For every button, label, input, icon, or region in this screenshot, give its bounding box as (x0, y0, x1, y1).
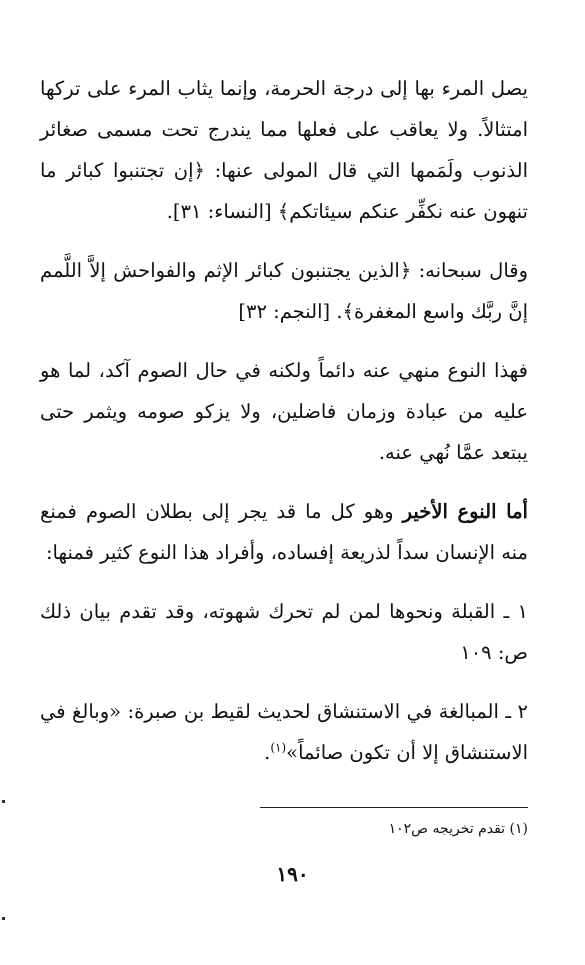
scan-speck (2, 917, 5, 920)
paragraph-1-text: يصل المرء بها إلى درجة الحرمة، وإنما يثاب المرء على تركها امتثالاً. ولا يعاقب على فعلها مما يندرج تحت مسمى صغائر الذنوب ولَمَمها التي قال المولى عنها: ﴿إن تجتنبوا كبائر ما تنهون عنه نكفِّر عنكم سيئاتكم﴾ [النساء: ٣١]. (40, 77, 528, 223)
paragraph-2-text: وقال سبحانه: ﴿الذين يجتنبون كبائر الإثم والفواحش إلاَّ اللَّمم إنَّ ربَّك واسع المغفرة﴾. [النجم: ٣٢] (40, 259, 528, 323)
paragraph-6-tail: . (264, 741, 271, 764)
page-number: ١٩٠ (276, 862, 309, 886)
paragraph-4-heading: أما النوع الأخير (402, 500, 528, 523)
paragraph-6 (40, 691, 528, 773)
footnote-reference: (١) (270, 740, 287, 755)
paragraph-5 (40, 591, 528, 673)
footnote-divider (260, 807, 528, 808)
scan-speck (2, 800, 5, 803)
paragraph-4 (40, 491, 528, 573)
footnote: (١) تقدم تخريجه ص١٠٢ (388, 821, 528, 837)
paragraph-4-text: وهو كل ما قد يجر إلى بطلان الصوم فمنع منه الإنسان سداً لذريعة إفساده، وأفراد هذا النوع كثير فمنها: (40, 500, 528, 564)
paragraph-5-text: ١ ـ القبلة ونحوها لمن لم تحرك شهوته، وقد تقدم بيان ذلك ص: ١٠٩ (40, 600, 528, 664)
page-body (40, 68, 528, 791)
paragraph-6-text: ٢ ـ المبالغة في الاستنشاق لحديث لقيط بن صبرة: «وبالغ في الاستنشاق إلا أن تكون صائماً» (40, 700, 528, 764)
paragraph-3-text: فهذا النوع منهي عنه دائماً ولكنه في حال الصوم آكد، لما هو عليه من عبادة وزمان فاضلين، ولا يزكو صومه ويثمر حتى يبتعد عمَّا نُهي عنه. (40, 359, 528, 464)
paragraph-3 (40, 350, 528, 473)
paragraph-2 (40, 250, 528, 332)
paragraph-1 (40, 68, 528, 232)
